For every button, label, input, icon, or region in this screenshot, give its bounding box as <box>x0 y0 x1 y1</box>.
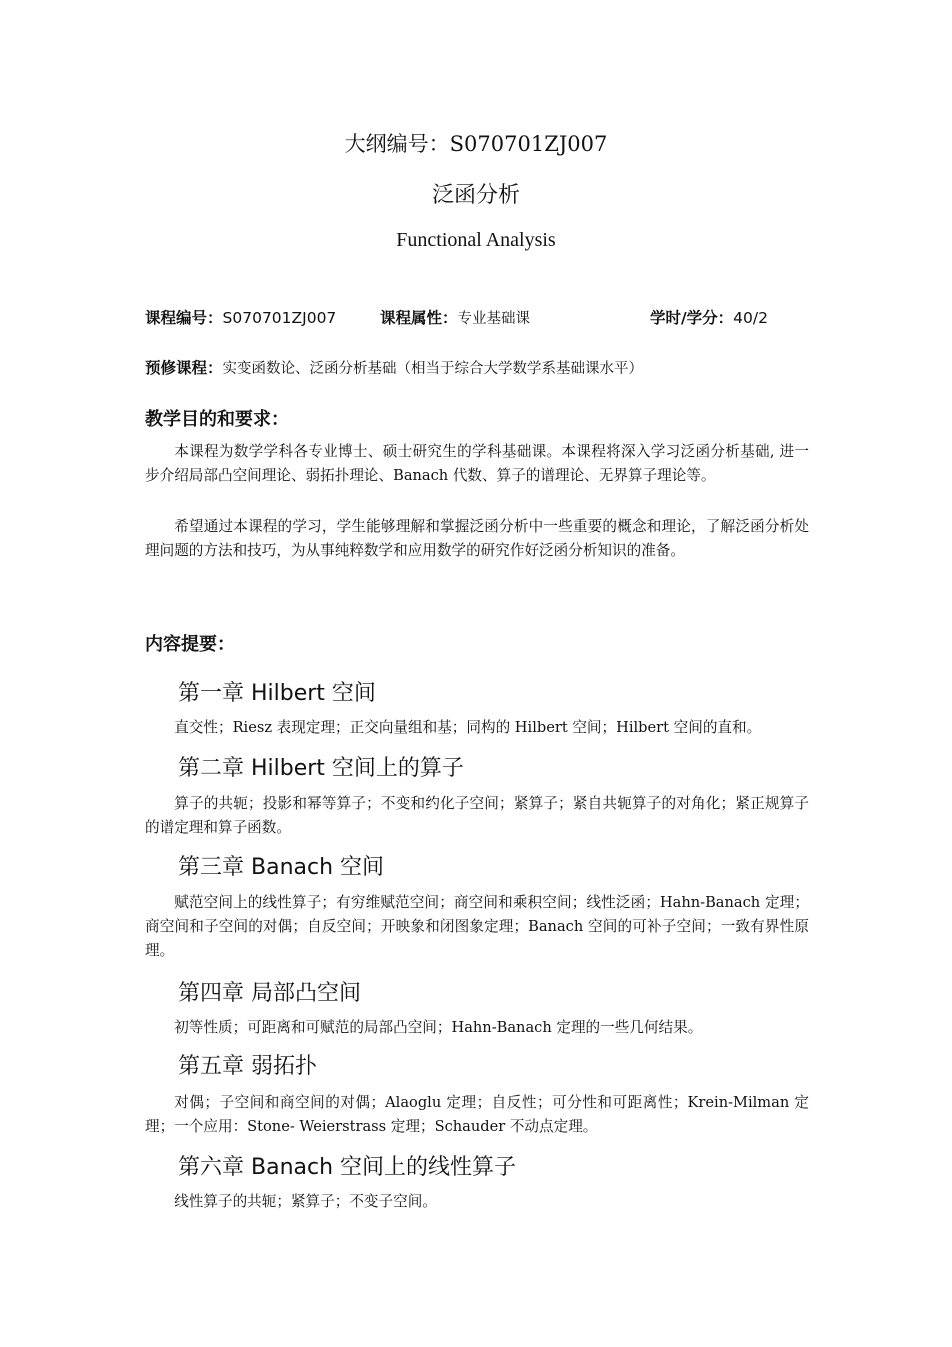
content-heading: 内容提要： <box>145 634 235 655</box>
chapter-5-body: 对偶；子空间和商空间的对偶；Alaoglu 定理；自反性；可分性和可距离性；Krein-Milman 定理；一个应用：Stone- Weierstrass 定理；Schauder 不动点定理。 <box>145 1094 809 1135</box>
goals-paragraph-1: 本课程为数学学科各专业博士、硕士研究生的学科基础课。本课程将深入学习泛函分析基础, 进一步介绍局部凸空间理论、弱拓扑理论、Banach 代数、算子的谱理论、无界算子理论等。 <box>145 443 809 484</box>
course-type <box>380 306 530 328</box>
chapter-3-title: 第三章 Banach 空间 <box>178 855 385 880</box>
course-hours-value: 40/2 <box>733 309 768 327</box>
chapter-1-body: 直交性；Riesz 表现定理；正交向量组和基；同构的 Hilbert 空间；Hilbert 空间的直和。 <box>174 719 762 736</box>
chapter-4-body: 初等性质；可距离和可赋范的局部凸空间；Hahn-Banach 定理的一些几何结果。 <box>174 1019 703 1036</box>
course-code <box>145 306 336 328</box>
course-code-value: S070701ZJ007 <box>222 309 337 327</box>
chapter-2-body: 算子的共轭；投影和幂等算子；不变和约化子空间；紧算子；紧自共轭算子的对角化；紧正规算子的谱定理和算子函数。 <box>145 795 809 836</box>
outline-number: 大纲编号：S070701ZJ007 <box>344 132 608 156</box>
prereq-label: 预修课程： <box>145 359 223 377</box>
chapter-5-title: 第五章 弱拓扑 <box>178 1054 317 1079</box>
prerequisites <box>145 356 643 378</box>
goals-heading: 教学目的和要求： <box>145 409 289 430</box>
course-hours <box>650 306 768 328</box>
course-type-label: 课程属性： <box>380 309 458 327</box>
course-meta-row <box>145 306 825 330</box>
course-hours-label: 学时/学分： <box>650 309 734 327</box>
chapter-6-body: 线性算子的共轭；紧算子；不变子空间。 <box>174 1193 437 1210</box>
chapter-4-title: 第四章 局部凸空间 <box>178 981 361 1006</box>
chapter-2-title: 第二章 Hilbert 空间上的算子 <box>178 756 464 781</box>
course-code-label: 课程编号： <box>145 309 223 327</box>
goals-paragraph-2: 希望通过本课程的学习，学生能够理解和掌握泛函分析中一些重要的概念和理论，了解泛函分析处理问题的方法和技巧，为从事纯粹数学和应用数学的研究作好泛函分析知识的准备。 <box>145 518 809 559</box>
chapter-1-title: 第一章 Hilbert 空间 <box>178 681 376 706</box>
chapter-3-body: 赋范空间上的线性算子；有穷维赋范空间；商空间和乘积空间；线性泛函；Hahn-Banach 定理；商空间和子空间的对偶；自反空间；开映象和闭图象定理；Banach 空间的可补子空间；一致有界性原理。 <box>145 894 809 959</box>
course-type-value: 专业基础课 <box>457 311 531 327</box>
course-title-cn: 泛函分析 <box>431 183 520 208</box>
course-title-en: Functional Analysis <box>396 229 556 251</box>
prereq-value: 实变函数论、泛函分析基础（相当于综合大学数学系基础课水平） <box>222 361 644 377</box>
chapter-6-title: 第六章 Banach 空间上的线性算子 <box>178 1155 517 1180</box>
